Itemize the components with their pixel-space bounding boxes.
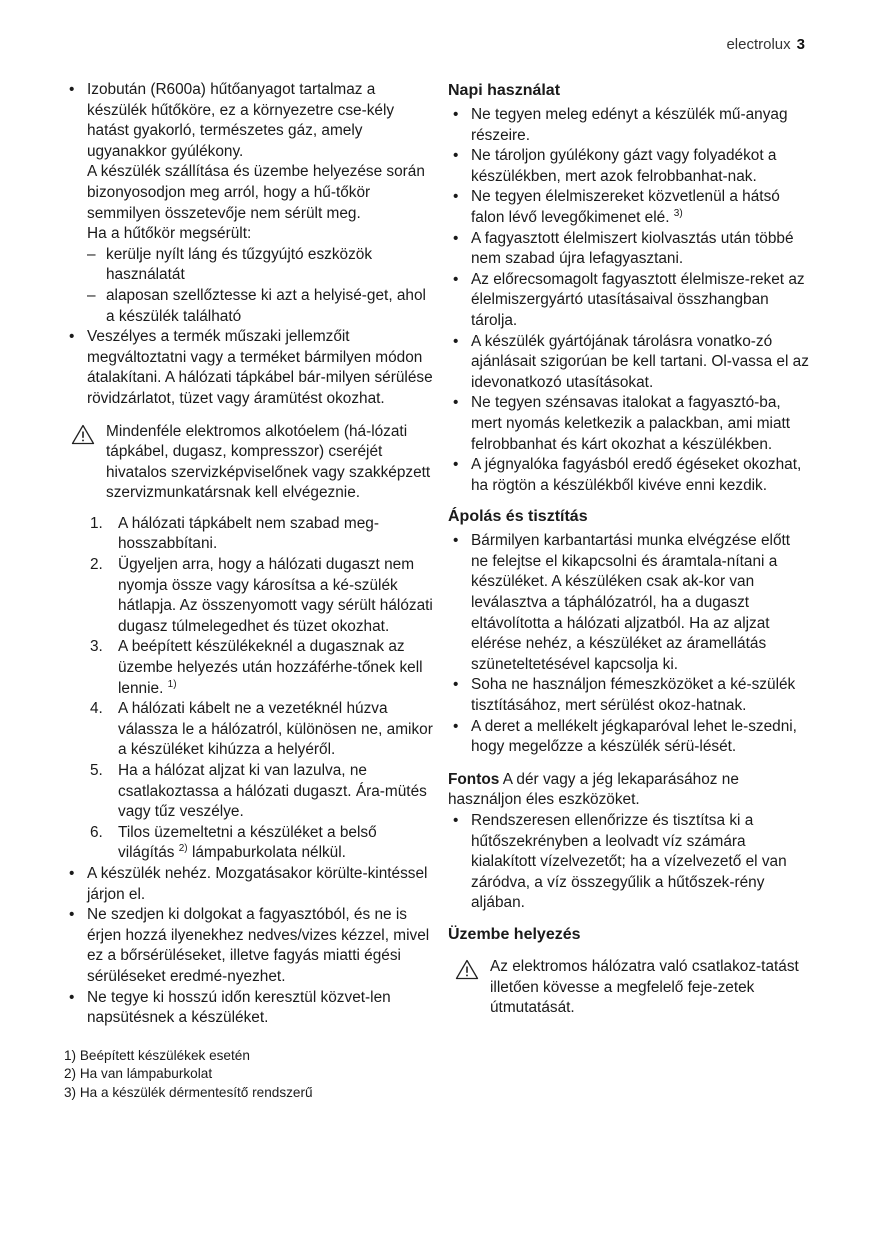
warning-text: Mindenféle elektromos alkotóelem (há-lózati tápkábel, dugasz, kompresszor) cseréjét hivatalos szervizképviselőnek vagy szakképzett szervizmunkatársnak kell elvégeznie. <box>106 422 431 502</box>
warning-triangle-icon <box>455 959 479 980</box>
section-title-apolas: Ápolás és tisztítás <box>448 508 588 526</box>
list-item: • Ne tegyen szénsavas italokat a fagyasztó-ba, mert nyomás keletkezik a palackban, ami miatt felrobbanhat és kárt okozhat a készülékben. <box>448 393 810 455</box>
paragraph: • Izobután (R600a) hűtőanyagot tartalmaz a készülék hűtőköre, ez a környezetre cse-kély hatást gyakorló, természetes gáz, amely ugyanakkor gyúlékony. <box>87 81 395 160</box>
numbered-item: 3. A beépített készülékeknél a dugasznak az üzembe helyezés után hozzáférhe-tőnek kell lennie. $^{1)}$ <box>90 638 423 697</box>
section-title-napi: Napi használat <box>448 82 561 99</box>
footnote-ref: 2) <box>178 843 188 855</box>
page-number: 3 <box>796 36 805 53</box>
important-text: A dér vagy a jég lekaparásához ne használjon éles eszközöket. <box>448 770 739 809</box>
paragraph: A készülék szállítása és üzembe helyezése során bizonyosodjon meg arról, hogy a hű-tőkör semmilyen összetevője nem sérült meg. <box>87 163 425 222</box>
paragraph: Ha a hűtőkör megsérült: <box>87 225 252 243</box>
footnote-ref: 1) <box>167 678 177 690</box>
dash-item: – kerülje nyílt láng és tűzgyújtó eszközök használatát <box>87 245 436 286</box>
left-column <box>64 80 436 1102</box>
list-item: • A készülék gyártójának tárolásra vonatko-zó ajánlásait szigorúan be kell tartani. Ol-vassa el az idevonatkozó utasításokat. <box>448 332 810 394</box>
list-item: • A deret a mellékelt jégkaparóval lehet le-szedni, hogy megelőzze a készülék sérü-lését. <box>448 717 810 758</box>
list-item: • Ne tegyen meleg edényt a készülék mű-anyag részeire. <box>448 105 810 146</box>
footnote-ref: 3) <box>673 207 683 219</box>
warning-note <box>448 957 810 1019</box>
list-item: • Ne tegye ki hosszú időn keresztül közvet-len napsütésnek a készüléket. <box>64 988 436 1029</box>
important-note <box>448 770 810 811</box>
brand-name: electrolux <box>726 36 791 53</box>
list-item: • Az előrecsomagolt fagyasztott élelmisze-reket az élelmiszergyártó utasításaival összhangban tárolja. <box>448 270 810 332</box>
list-item: • Bármilyen karbantartási munka elvégzése előtt ne felejtse el kikapcsolni és áramtala-nítani a készüléket. A készüléken csak ak-kor van leválasztva a táphálózatról, ha a dugaszt eltávolította a hálózati aljzatból. Ha az aljzat elérése nehéz, a készüléket az áramellátás szüneteltetésével kapcsolja ki. <box>448 531 810 675</box>
warning-triangle-icon <box>71 424 95 445</box>
list-item: • A jégnyalóka fagyásból eredő égéseket okozhat, ha rögtön a készülékből kivéve enni kezdik. <box>448 455 810 496</box>
numbered-item: 1. A hálózati tápkábelt nem szabad meg-hosszabbítani. <box>90 514 379 553</box>
section-title-uzembe: Üzembe helyezés <box>448 925 581 943</box>
warning-text: Az elektromos hálózatra való csatlakoz-tatást illetően kövesse a megfelelő feje-zetek útmutatását. <box>490 957 799 1017</box>
numbered-item: 5. Ha a hálózat aljzat ki van lazulva, ne csatlakoztassa a hálózati dugaszt. Ára-mütés vagy tűz veszélye. <box>90 762 427 821</box>
list-item: • A készülék nehéz. Mozgatásakor körülte-kintéssel járjon el. <box>64 864 436 905</box>
list-item: • Ne szedjen ki dolgokat a fagyasztóból, és ne is érjen hozzá ilyenekhez nedves/vizes kézzel, mivel ez a bőrsérüléseket, illetve fagyás miatti égési sérüléseket eredmé-nyezhet. <box>64 905 436 987</box>
footnote: 1) Beépített készülékek esetén <box>64 1047 250 1063</box>
dash-list <box>87 245 436 327</box>
footnotes <box>64 1047 436 1102</box>
list-item <box>64 80 436 327</box>
important-label: Fontos <box>448 770 500 788</box>
dash-item: – alaposan szellőztesse ki azt a helyisé-get, ahol a készülék található <box>87 286 436 327</box>
footnote: 3) Ha a készülék dérmentesítő rendszerű <box>64 1084 313 1100</box>
safety-bullets-2 <box>64 864 436 1029</box>
list-item: • Ne tároljon gyúlékony gázt vagy folyadékot a készülékben, mert azok felrobbanhat-nak. <box>448 146 810 187</box>
list-item: • Rendszeresen ellenőrizze és tisztítsa ki a hűtőszekrényben a leolvadt víz számára kialakított vízelvezetőt; ha a vízelvezető el van záródva, a víz összegyűlik a hűtőszek-rény aljában. <box>448 811 810 914</box>
numbered-item: 2. Ügyeljen arra, hogy a hálózati dugaszt nem nyomja össze vagy károsítsa a ké-szülék hátlapja. Az összenyomott vagy sérült hálózati dugasz túlmelegedhet és tüzet okozhat. <box>90 556 433 635</box>
numbered-item: 4. A hálózati kábelt ne a vezetéknél húzva válassza le a hálózatról, különösen ne, amikor a készüléket kihúzza a helyéről. <box>90 700 433 759</box>
fontos-list <box>448 811 810 914</box>
list-item: • Ne tegyen élelmiszereket közvetlenül a hátsó falon lévő levegőkimenet elé. $^{3)}$ <box>448 187 810 228</box>
apolas-list <box>448 531 810 758</box>
page-header <box>726 36 805 53</box>
list-item: • Veszélyes a termék műszaki jellemzőit megváltoztatni vagy a terméket bármilyen módon átalakítani. A hálózati tápkábel bár-milyen sérülése rövidzárlatot, tüzet vagy áramütést okozhat. <box>64 327 436 409</box>
warning-note <box>64 422 436 504</box>
numbered-list <box>64 514 436 864</box>
list-item: • Soha ne használjon fémeszközöket a ké-szülék tisztításához, mert sérülést okoz-hatnak. <box>448 675 810 716</box>
numbered-item: 6. Tilos üzemeltetni a készüléket a belső világítás $^{2)}$ lámpaburkolata nélkül. <box>90 823 377 862</box>
list-item: • A fagyasztott élelmiszert kiolvasztás után többé nem szabad újra lefagyasztani. <box>448 229 810 270</box>
right-column <box>448 80 810 1019</box>
napi-list <box>448 105 810 496</box>
footnote: 2) Ha van lámpaburkolat <box>64 1066 213 1082</box>
safety-bullets <box>64 80 436 410</box>
